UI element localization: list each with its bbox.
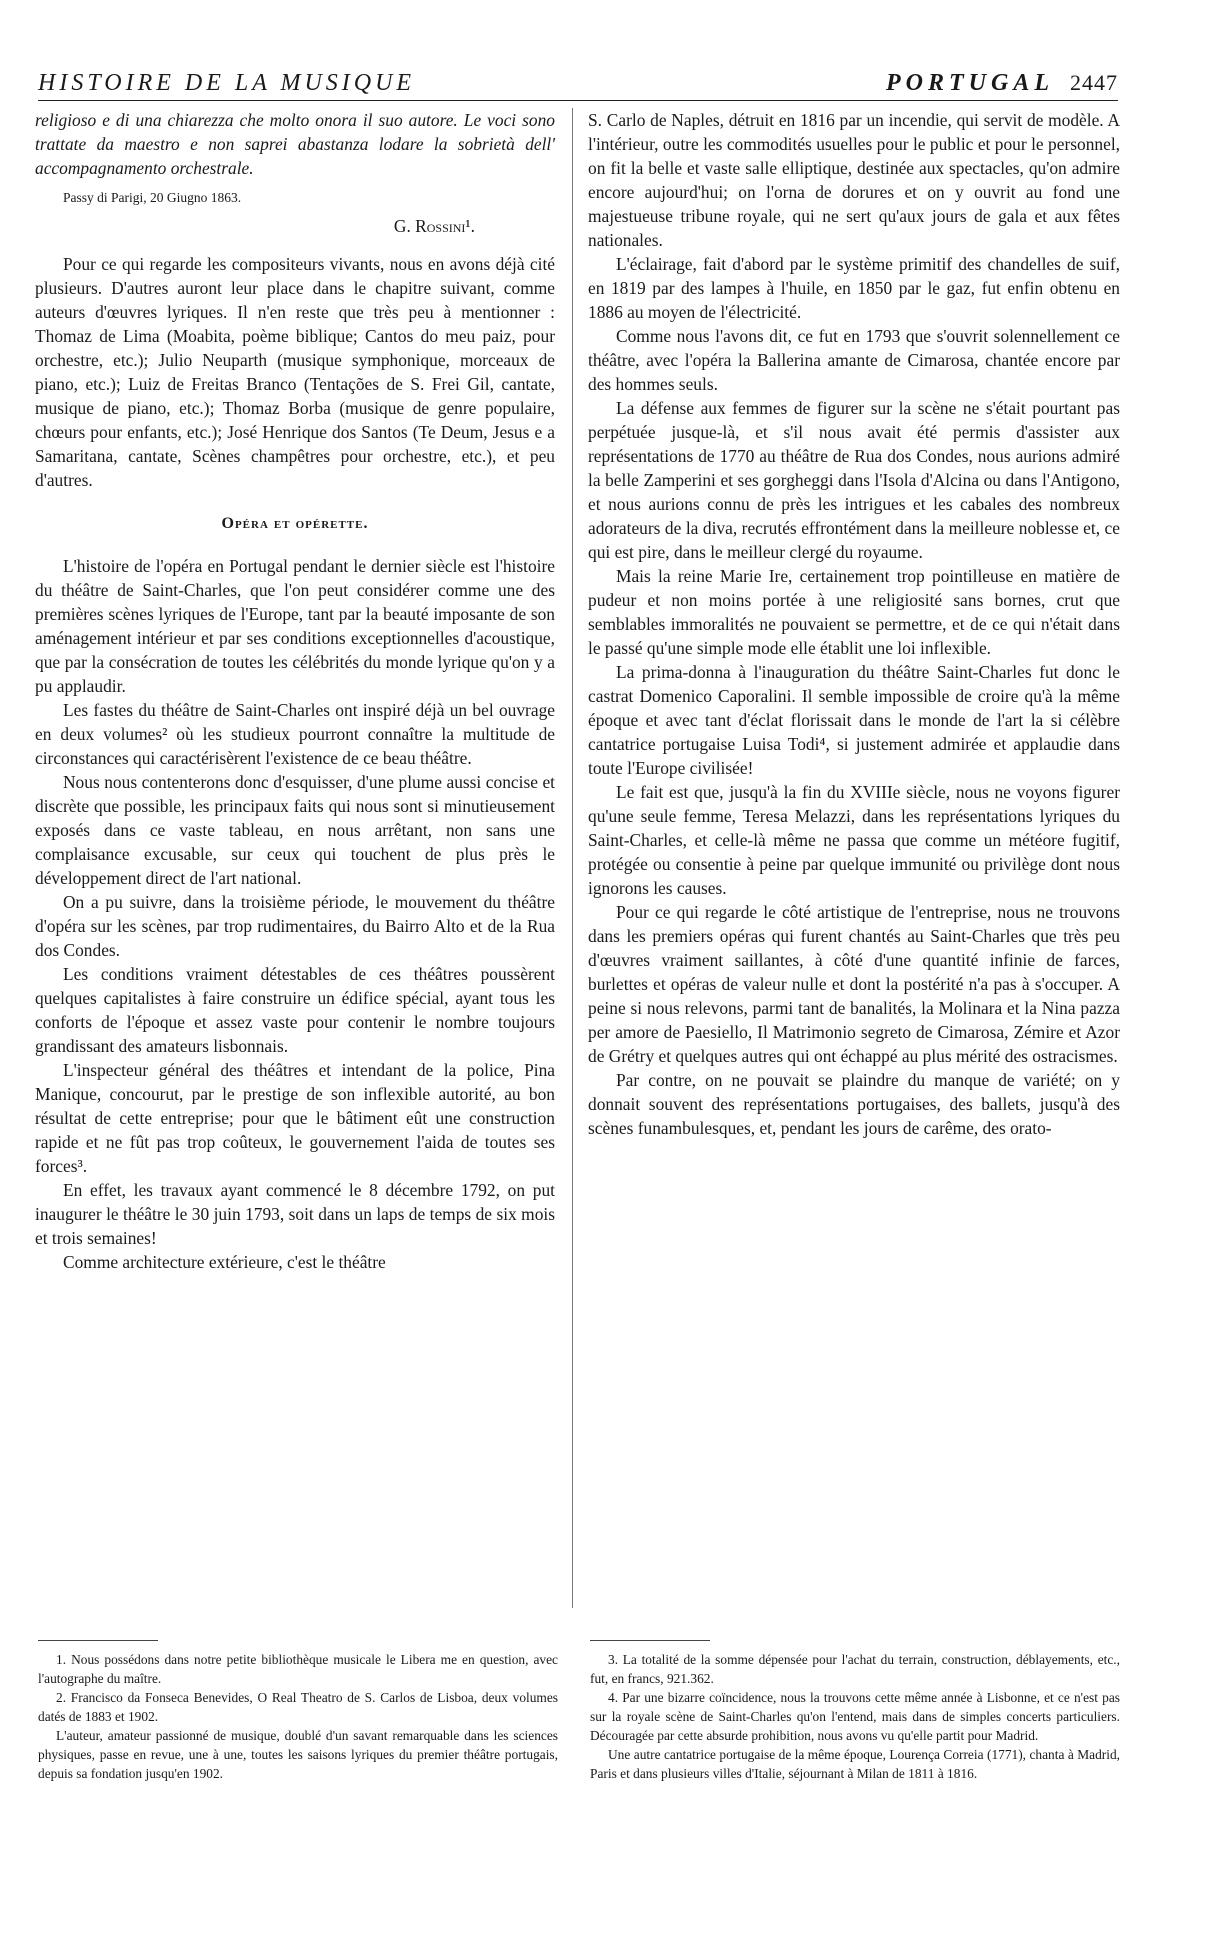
left-column (35, 108, 555, 1274)
footnotes-left (38, 1650, 558, 1783)
header-title: HISTOIRE DE LA MUSIQUE (38, 70, 416, 96)
paragraph: Les fastes du théâtre de Saint-Charles ont inspiré déjà un bel ouvrage en deux volumes² où les studieux pourront connaître la multitude de circonstances qui caractérisèrent l'existence de ce beau théâtre. (35, 700, 555, 768)
right-column (588, 108, 1120, 1140)
paragraph: L'éclairage, fait d'abord par le système primitif des chandelles de suif, en 1819 par des lampes à l'huile, en 1850 par le gaz, fut enfin obtenu en 1886 au moyen de l'électricité. (588, 254, 1120, 322)
quote-text: religioso e di una chiarezza che molto onora il suo autore. Le voci sono trattate da maestro e non saprei abastanza lodare la sobrietà dell' accompagnamento orchestrale. (35, 110, 555, 178)
footnote: 2. Francisco da Fonseca Benevides, O Real Theatro de S. Carlos de Lisboa, deux volumes datés de 1883 et 1902. (38, 1690, 558, 1724)
paragraph: En effet, les travaux ayant commencé le 8 décembre 1792, on put inaugurer le théâtre le 30 juin 1793, soit dans un laps de temps de six mois et trois semaines! (35, 1180, 555, 1248)
paragraph: Mais la reine Marie Ire, certainement trop pointilleuse en matière de pudeur et non moins portée à une religiosité sans bornes, crut que semblables immoralités ne pouvaient se permettre, et de ce qui n'était dans le passé qu'une simple mode elle établit une loi inflexible. (588, 566, 1120, 658)
footnote: 3. La totalité de la somme dépensée pour l'achat du terrain, construction, déblayements, etc., fut, en francs, 921.362. (590, 1652, 1120, 1686)
running-header (38, 70, 1118, 102)
paragraph: Comme architecture extérieure, c'est le théâtre (63, 1252, 386, 1272)
paragraph: La défense aux femmes de figurer sur la scène ne s'était pourtant pas perpétuée jusque-là, et s'il nous avait été permis d'assister aux représentations de 1770 au théâtre de Rua dos Condes, nous aurions admiré la belle Zamperini et ses gorgheggi dans l'Isola d'Alcina ou dans l'Antigono, et nous aurions connu de près les intrigues et les cabales des nombreux adorateurs de la diva, recrutés effrontément dans la meilleure noblesse et, ce qui est pire, dans le meilleur clergé du royaume. (588, 398, 1120, 562)
page-number: 2447 (1070, 70, 1118, 95)
paragraph: Comme nous l'avons dit, ce fut en 1793 que s'ouvrit solennellement ce théâtre, avec l'opéra la Ballerina amante de Cimarosa, chantée encore par des hommes seuls. (588, 326, 1120, 394)
footnote: L'auteur, amateur passionné de musique, doublé d'un savant remarquable dans les sciences physiques, passe en revue, une à une, toutes les saisons lyriques du premier théâtre portugais, depuis sa fondation jusqu'en 1902. (38, 1728, 558, 1781)
header-section (886, 70, 1118, 97)
paragraph: L'histoire de l'opéra en Portugal pendant le dernier siècle est l'histoire du théâtre de Saint-Charles, que l'on peut considérer comme une des premières scènes lyriques de l'Europe, tant par la beauté imposante de son aménagement intérieur et par ses conditions exceptionnelles d'acoustique, que par la consécration de toutes les célébrités du monde lyrique qu'on y a pu applaudir. (35, 556, 555, 696)
paragraph: L'inspecteur général des théâtres et intendant de la police, Pina Manique, concourut, par le prestige de son inflexible autorité, au bon résultat de cette entreprise; pour que le bâtiment eût une construction rapide et ne fût pas trop coûteux, le gouvernement l'aida de toutes ses forces³. (35, 1060, 555, 1176)
footnotes-right (590, 1650, 1120, 1783)
footnote: 4. Par une bizarre coïncidence, nous la trouvons cette même année à Lisbonne, et ce n'est pas sur la royale scène de Saint-Charles qu'on l'entend, mais dans de simples concerts particuliers. Découragée par cette absurde prohibition, nous avons vu qu'elle partit pour Madrid. (590, 1690, 1120, 1743)
paragraph: Pour ce qui regarde le côté artistique de l'entreprise, nous ne trouvons dans les premiers opéras qui furent chantés au Saint-Charles que très peu d'œuvres vraiment saillantes, à côté d'une quantité infinie de farces, burlettes et opéras de valeur nulle et dont la postérité n'a pas à s'occuper. A peine si nous relevons, parmi tant de banalités, la Molinara et la Nina pazza per amore de Paesiello, Il Matrimonio segreto de Cimarosa, Zémire et Azor de Grétry et quelques autres qui ont échappé au plus mérité des ostracismes. (588, 902, 1120, 1066)
footnote-rule (590, 1640, 710, 1641)
header-rule (38, 100, 1118, 101)
paragraph: Par contre, on ne pouvait se plaindre du manque de variété; on y donnait souvent des représentations portugaises, des ballets, jusqu'à des scènes funambulesques, et, pendant les jours de carême, des orato- (588, 1070, 1120, 1138)
column-divider (572, 108, 573, 1608)
quote-place: Passy di Parigi, 20 Giugno 1863. (63, 190, 242, 205)
paragraph: Nous nous contenterons donc d'esquisser, d'une plume aussi concise et discrète que possible, les principaux faits qui nous sont si minutieusement exposés dans ce vaste tableau, en nous arrêtant, non sans une complaisance excusable, sur ceux qui touchent de plus près le développement direct de l'art national. (35, 772, 555, 888)
footnote-rule (38, 1640, 158, 1641)
paragraph: On a pu suivre, dans la troisième période, le mouvement du théâtre d'opéra sur les scènes, par trop rudimentaires, du Bairro Alto et de la Rua dos Condes. (35, 892, 555, 960)
footnote: Une autre cantatrice portugaise de la même époque, Lourença Correia (1771), chanta à Madrid, Paris et dans plusieurs villes d'Italie, séjournant à Milan de 1811 à 1816. (590, 1747, 1120, 1781)
paragraph: Pour ce qui regarde les compositeurs vivants, nous en avons déjà cité plusieurs. D'autres auront leur place dans le chapitre suivant, comme auteurs d'œuvres lyriques. Il n'en reste que très peu à mentionner : Thomaz de Lima (Moabita, poème biblique; Cantos do meu paiz, pour orchestre, etc.); Julio Neuparth (musique symphonique, morceaux de piano, etc.); Luiz de Freitas Branco (Tentações de S. Frei Gil, cantate, musique de piano, etc.); Thomaz Borba (musique de genre populaire, chœurs pour enfants, etc.); José Henrique dos Santos (Te Deum, Jesus e a Samaritana, cantate, Scènes champêtres pour orchestre, etc.), et peu d'autres. (35, 254, 555, 490)
footnote: 1. Nous possédons dans notre petite bibliothèque musicale le Libera me en question, avec l'autographe du maître. (38, 1652, 558, 1686)
section-title: Opéra et opérette. (221, 515, 369, 532)
quote-signature: G. Rossini¹. (393, 216, 475, 236)
paragraph: La prima-donna à l'inauguration du théâtre Saint-Charles fut donc le castrat Domenico Caporalini. Il semble impossible de croire qu'à la même époque et avec tant d'éclat florissait dans le monde de l'art la si célèbre cantatrice portugaise Luisa Todi⁴, si justement admirée et applaudie dans toute l'Europe civilisée! (588, 662, 1120, 778)
paragraph: S. Carlo de Naples, détruit en 1816 par un incendie, qui servit de modèle. A l'intérieur, outre les commodités usuelles pour le public et pour le personnel, on fit la belle et vaste salle elliptique, destinée aux spectacles, qu'on admire encore aujourd'hui; on l'orna de dorures et on y ouvrit au fond une majestueuse tribune royale, qui ne sert qu'aux jours de gala et aux fêtes nationales. (588, 110, 1120, 250)
header-section-title: PORTUGAL (886, 70, 1054, 96)
paragraph: Le fait est que, jusqu'à la fin du XVIIIe siècle, nous ne voyons figurer qu'une seule femme, Teresa Melazzi, dans les représentations lyriques du Saint-Charles, et celle-là même ne passa que comme un météore fugitif, protégée ou consentie à peine par quelque immunité ou privilège dont nous ignorons les causes. (588, 782, 1120, 898)
paragraph: Les conditions vraiment détestables de ces théâtres poussèrent quelques capitalistes à faire construire un édifice spécial, ayant tous les conforts de l'époque et assez vaste pour contenir le nombre toujours grandissant des amateurs lisbonnais. (35, 964, 555, 1056)
